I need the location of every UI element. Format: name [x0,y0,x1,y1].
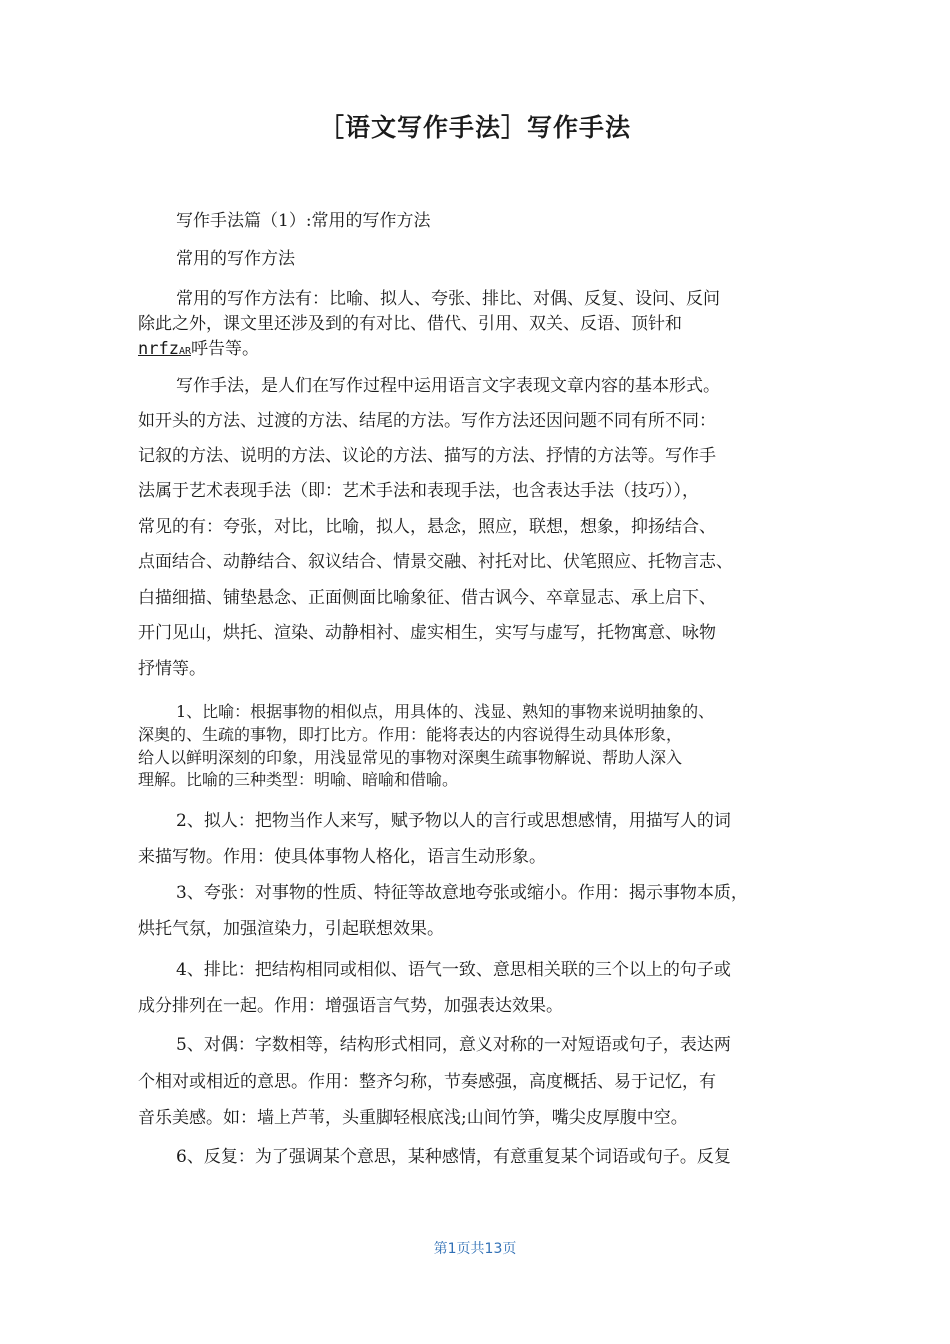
paragraph-line: 法属于艺术表现手法（即：艺术手法和表现手法，也含表达手法（技巧））， [138,481,699,501]
paragraph-line: 常见的有：夸张，对比，比喻，拟人，悬念，照应，联想，想象，抑扬结合、 [138,517,716,537]
paragraph-line: 写作手法篇（1）:常用的写作方法 [176,211,431,231]
paragraph-line: 如开头的方法、过渡的方法、结尾的方法。写作方法还因问题不同有所不同： [138,411,716,431]
paragraph-line: 常用的写作方法 [176,249,295,269]
paragraph-line: 开门见山，烘托、渲染、动静相衬、虚实相生，实写与虚写，托物寓意、咏物 [138,623,716,643]
paragraph-line: 除此之外，课文里还涉及到的有对比、借代、引用、双关、反语、顶针和 [138,314,682,334]
paragraph-line: 来描写物。作用：使具体事物人格化，语言生动形象。 [138,847,546,867]
paragraph-line: 成分排列在一起。作用：增强语言气势，加强表达效果。 [138,996,563,1016]
paragraph-line: 白描细描、铺垫悬念、正面侧面比喻象征、借古讽今、卒章显志、承上启下、 [138,588,716,608]
paragraph-line: 给人以鲜明深刻的印象，用浅显常见的事物对深奥生疏事物解说、帮助人深入 [138,748,683,767]
paragraph-line-garbled [138,334,259,359]
paragraph-line: 个相对或相近的意思。作用：整齐匀称，节奏感强，高度概括、易于记忆，有 [138,1072,716,1092]
paragraph-line: 1、比喻：根据事物的相似点，用具体的、浅显、熟知的事物来说明抽象的、 [176,702,715,721]
document-title: ［语文写作手法］写作手法 [318,113,631,142]
paragraph-line: 理解。比喻的三种类型：明喻、暗喻和借喻。 [138,770,459,789]
paragraph-line: 抒情等。 [138,659,206,679]
paragraph-line: 4、排比：把结构相同或相似、语气一致、意思相关联的三个以上的句子或 [176,960,731,980]
garbled-subscript: AR [178,346,191,357]
paragraph-line: 点面结合、动静结合、叙议结合、情景交融、衬托对比、伏笔照应、托物言志、 [138,552,733,572]
paragraph-line: 3、夸张：对事物的性质、特征等故意地夸张或缩小。作用：揭示事物本质， [176,883,748,903]
page-footer: 第1页共13页 [433,1241,517,1257]
paragraph-line: 5、对偶：字数相等，结构形式相同，意义对称的一对短语或句子，表达两 [176,1035,731,1055]
paragraph-line: 写作手法，是人们在写作过程中运用语言文字表现文章内容的基本形式。 [176,376,720,396]
paragraph-line: 2、拟人：把物当作人来写，赋予物以人的言行或思想感情，用描写人的词 [176,811,731,831]
paragraph-line: 6、反复：为了强调某个意思，某种感情，有意重复某个词语或句子。反复 [176,1147,731,1167]
paragraph-line: 烘托气氛，加强渲染力，引起联想效果。 [138,919,444,939]
garbled-text: nrfz [138,339,179,359]
paragraph-line: 常用的写作方法有：比喻、拟人、夸张、排比、对偶、反复、设问、反问 [176,289,720,309]
paragraph-line: 音乐美感。如：墙上芦苇，头重脚轻根底浅;山间竹笋，嘴尖皮厚腹中空。 [138,1108,688,1128]
paragraph-line: 深奥的、生疏的事物，即打比方。作用：能将表达的内容说得生动具体形象， [138,725,683,744]
paragraph-line-tail: 呼告等。 [191,339,259,359]
paragraph-line: 记叙的方法、说明的方法、议论的方法、描写的方法、抒情的方法等。写作手 [138,446,716,466]
